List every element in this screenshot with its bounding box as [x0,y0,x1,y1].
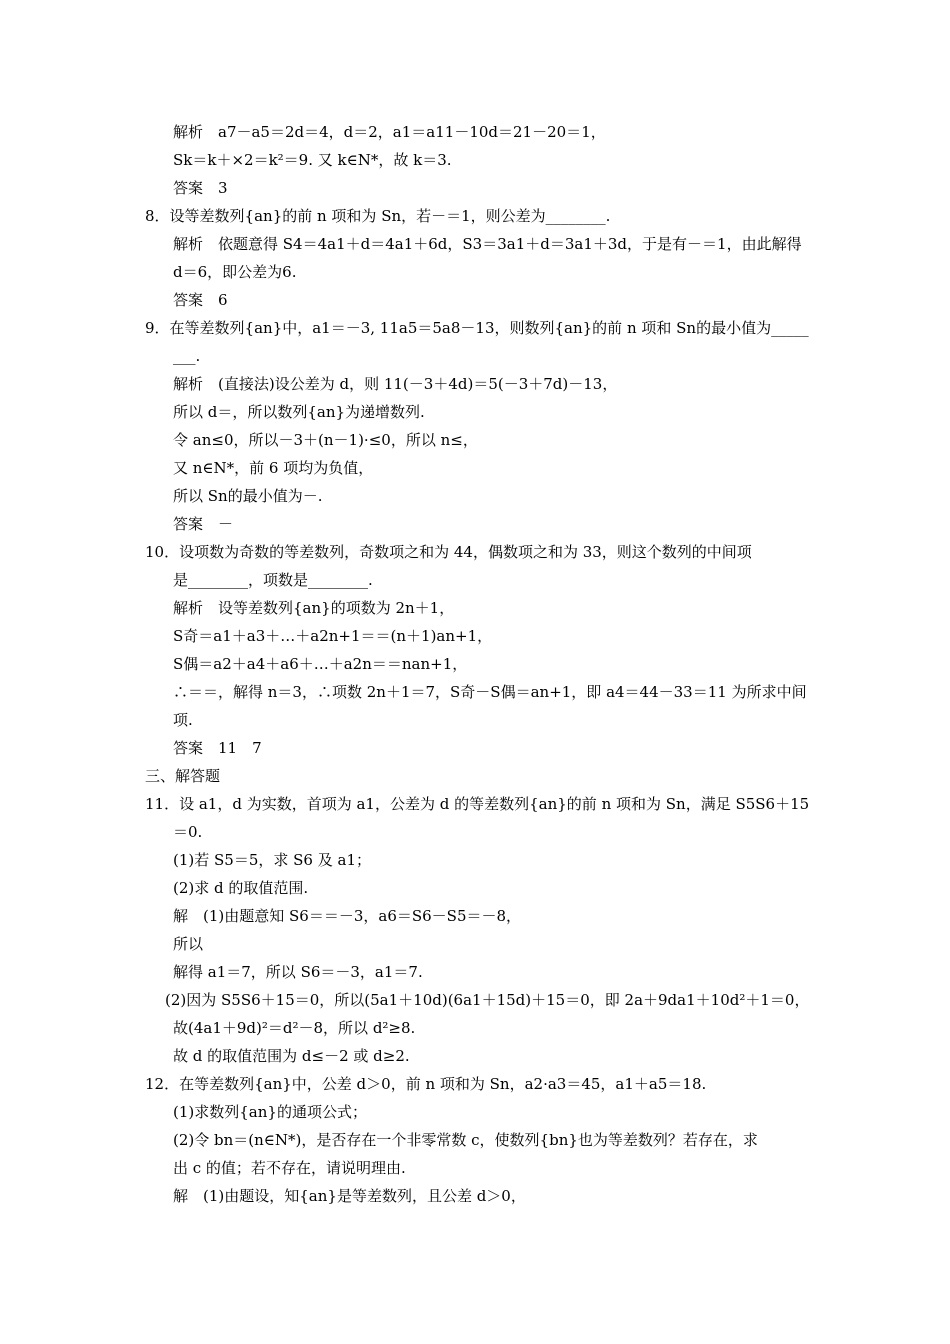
text-line: 出 c 的值；若不存在，请说明理由. [173,1159,406,1177]
text-line: (2)令 bn＝(n∈N*)，是否存在一个非零常数 c，使数列{bn}也为等差数列？若存在，求 [173,1131,758,1149]
text-line: S偶＝a2＋a4＋a6＋…＋a2n＝＝nan+1， [173,655,468,673]
text-line: (2)求 d 的取值范围. [173,879,309,897]
text-line: 答案 3 [173,179,228,197]
text-line: 解析 a7－a5＝2d＝4，d＝2，a1＝a11－10d＝21－20＝1， [173,123,606,141]
text-line: 故 d 的取值范围为 d≤－2 或 d≥2. [173,1047,410,1065]
text-line: 解析 (直接法)设公差为 d，则 11(－3＋4d)＝5(－3＋7d)－13， [173,375,618,393]
text-line: 解 (1)由题设，知{an}是等差数列，且公差 d＞0， [173,1187,526,1205]
text-line: 解 (1)由题意知 S6＝＝－3，a6＝S6－S5＝－8， [173,907,522,925]
text-line: (1)若 S5＝5，求 S6 及 a1； [173,851,371,869]
text-line: 是________，项数是________. [173,571,373,589]
question-9: 9．在等差数列{an}中，a1＝－3, 11a5＝5a8－13，则数列{an}的前 n 项和 Sn的最小值为_____ [145,319,809,337]
text-line: 故(4a1＋9d)²＝d²－8，所以 d²≥8. [173,1019,416,1037]
text-line: (1)求数列{an}的通项公式； [173,1103,367,1121]
text-line: d＝6，即公差为6. [173,263,297,281]
question-11: 11．设 a1，d 为实数，首项为 a1，公差为 d 的等差数列{an}的前 n 项和为 Sn，满足 S5S6＋15 [145,795,810,813]
text-line: 答案 11 7 [173,739,262,757]
text-line: ___. [173,347,201,365]
text-line: Sk＝k＋×2＝k²＝9. 又 k∈N*，故 k＝3. [173,151,452,169]
question-12: 12．在等差数列{an}中，公差 d＞0，前 n 项和为 Sn，a2·a3＝45，a1＋a5＝18. [145,1075,707,1093]
text-line: 答案 － [173,515,234,533]
text-line: 解析 依题意得 S4＝4a1＋d＝4a1＋6d，S3＝3a1＋d＝3a1＋3d，于是有－＝1，由此解得 [173,235,802,253]
text-line: 项. [173,711,193,729]
text-line: 解得 a1＝7，所以 S6＝－3，a1＝7. [173,963,423,981]
question-10: 10．设项数为奇数的等差数列，奇数项之和为 44，偶数项之和为 33，则这个数列的中间项 [145,543,752,561]
text-line: 所以 [173,935,204,953]
text-line: S奇＝a1＋a3＋…＋a2n+1＝＝(n＋1)an+1， [173,627,493,645]
question-8: 8．设等差数列{an}的前 n 项和为 Sn，若－＝1，则公差为________. [145,207,611,225]
text-line: 又 n∈N*，前 6 项均为负值， [173,459,374,477]
section-heading: 三、解答题 [145,767,221,785]
text-line: 解析 设等差数列{an}的项数为 2n＋1， [173,599,455,617]
text-line: 所以 d＝，所以数列{an}为递增数列. [173,403,425,421]
text-line: ∴＝＝，解得 n＝3，∴项数 2n＋1＝7，S奇－S偶＝an+1，即 a4＝44－33＝11 为所求中间 [173,683,807,701]
text-line: (2)因为 S5S6＋15＝0，所以(5a1＋10d)(6a1＋15d)＋15＝0，即 2a＋9da1＋10d²＋1＝0， [165,991,810,1009]
text-line: 令 an≤0，所以－3＋(n－1)·≤0，所以 n≤， [173,431,478,449]
text-line: 答案 6 [173,291,228,309]
text-line: ＝0. [173,823,203,841]
text-line: 所以 Sn的最小值为－. [173,487,323,505]
